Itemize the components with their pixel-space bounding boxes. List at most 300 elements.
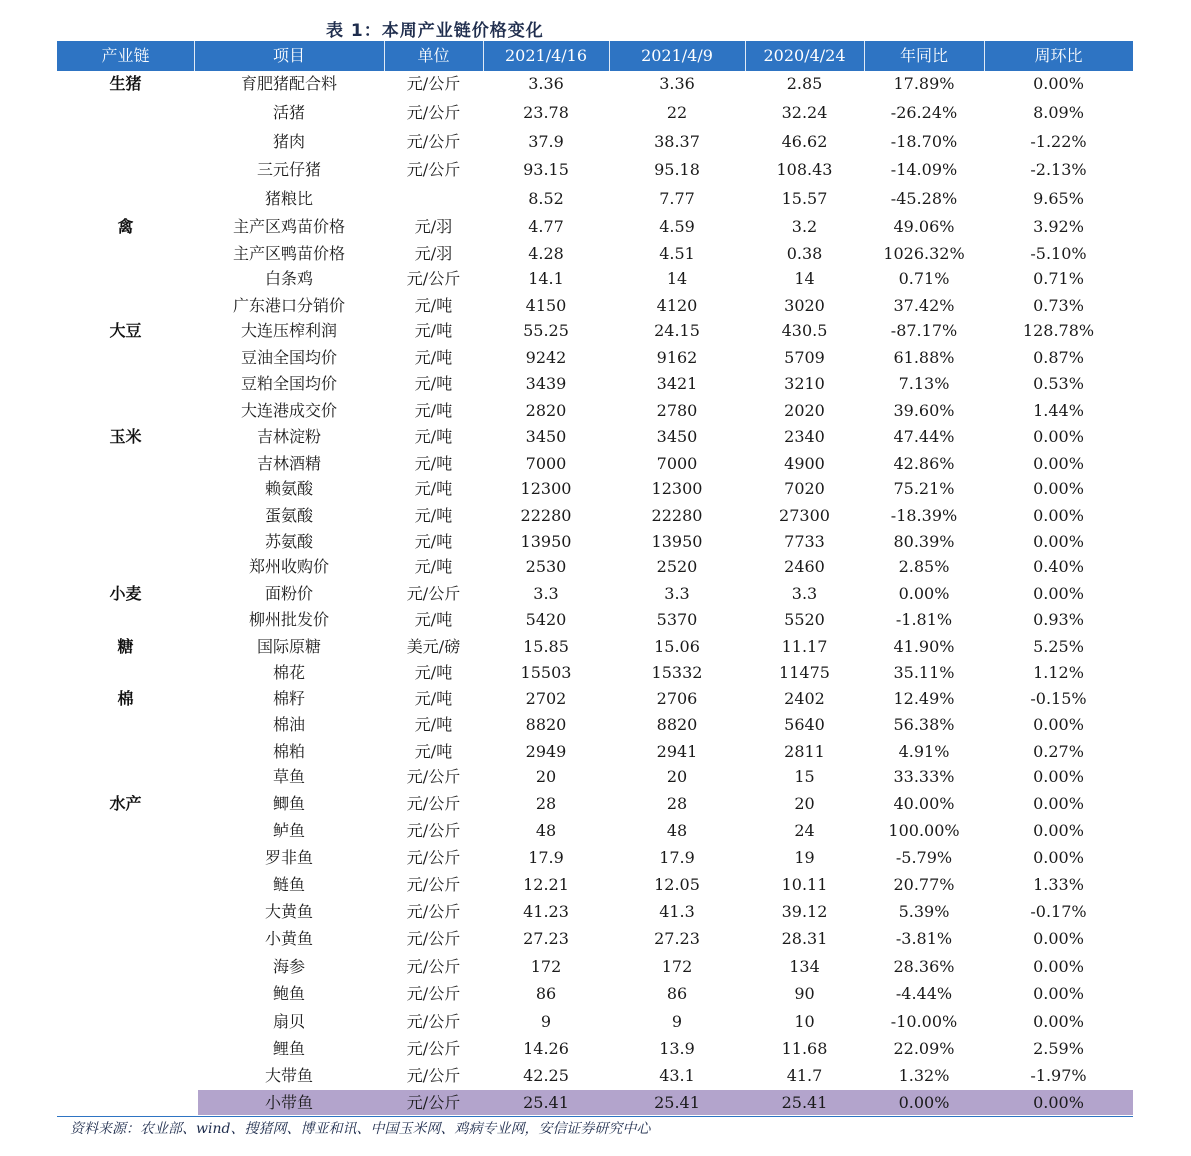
header-separator (483, 41, 484, 71)
cell-yoy-change: 37.42% (893, 296, 955, 315)
cell-yoy-change: 49.06% (893, 217, 955, 236)
cell-unit: 元/公斤 (406, 902, 461, 921)
cell-value-2021-04-09: 4.51 (659, 244, 695, 263)
cell-category (57, 926, 194, 952)
cell-wow-change: 0.93% (1033, 610, 1084, 629)
cell-category: 禽 (117, 217, 134, 236)
cell-wow-change: 0.87% (1033, 348, 1084, 367)
cell-value-2021-04-16: 2530 (525, 557, 567, 576)
cell-item: 吉林酒精 (256, 454, 321, 473)
cell-item: 鲈鱼 (272, 821, 305, 840)
cell-value-2020-04-24: 3020 (784, 296, 825, 315)
header-category: 产业链 (101, 46, 150, 65)
cell-value-2021-04-16: 17.9 (528, 848, 564, 867)
cell-value-2020-04-24: 5520 (784, 610, 825, 629)
cell-wow-change: -0.15% (1030, 689, 1087, 708)
footer-divider (57, 1116, 1133, 1117)
cell-yoy-change: -14.09% (890, 160, 958, 179)
cell-wow-change: 2.59% (1033, 1039, 1084, 1058)
cell-yoy-change: 17.89% (893, 74, 955, 93)
cell-unit: 元/羽 (414, 244, 453, 263)
table-header (57, 41, 1133, 71)
cell-value-2021-04-16: 7000 (525, 454, 567, 473)
cell-wow-change: 0.00% (1033, 821, 1084, 840)
cell-value-2021-04-09: 3450 (656, 427, 698, 446)
cell-category: 大豆 (109, 321, 142, 340)
cell-category (57, 129, 194, 155)
table-row (57, 371, 1133, 397)
cell-yoy-change: 2.85% (898, 557, 950, 576)
table-row (57, 529, 1133, 555)
cell-category: 小麦 (109, 584, 142, 603)
cell-value-2021-04-09: 22280 (651, 506, 703, 525)
cell-category (57, 1090, 194, 1116)
cell-item: 豆粕全国均价 (240, 374, 337, 393)
cell-item: 广东港口分销价 (232, 296, 345, 315)
table-row (57, 686, 1133, 712)
cell-yoy-change: -3.81% (895, 929, 953, 948)
cell-yoy-change: 28.36% (893, 957, 955, 976)
cell-wow-change: 8.09% (1033, 103, 1084, 122)
cell-wow-change: 0.00% (1033, 767, 1084, 786)
cell-value-2021-04-09: 25.41 (654, 1093, 700, 1112)
cell-category (57, 818, 194, 844)
cell-unit: 美元/磅 (406, 637, 461, 656)
cell-unit: 元/公斤 (406, 929, 461, 948)
header-unit: 单位 (417, 46, 450, 65)
cell-value-2020-04-24: 15 (794, 767, 815, 786)
cell-wow-change: 0.71% (1033, 269, 1084, 288)
cell-value-2020-04-24: 2811 (784, 742, 825, 761)
cell-value-2021-04-16: 3450 (525, 427, 567, 446)
cell-wow-change: 0.00% (1033, 1012, 1084, 1031)
cell-value-2021-04-16: 20 (535, 767, 557, 786)
cell-yoy-change: -10.00% (890, 1012, 958, 1031)
cell-wow-change: 0.00% (1033, 479, 1084, 498)
cell-yoy-change: 47.44% (893, 427, 955, 446)
cell-item: 罗非鱼 (264, 848, 313, 867)
cell-value-2021-04-16: 3.3 (533, 584, 559, 603)
cell-wow-change: 9.65% (1033, 189, 1084, 208)
cell-yoy-change: -1.81% (895, 610, 953, 629)
cell-unit: 元/吨 (414, 427, 453, 446)
cell-unit: 元/公斤 (406, 957, 461, 976)
cell-value-2021-04-09: 20 (666, 767, 688, 786)
cell-value-2020-04-24: 5709 (784, 348, 825, 367)
cell-value-2021-04-09: 2706 (656, 689, 698, 708)
cell-item: 面粉价 (264, 584, 313, 603)
cell-item: 白条鸡 (264, 269, 313, 288)
table-row (57, 1063, 1133, 1089)
table-row (57, 712, 1133, 738)
cell-value-2021-04-09: 15332 (651, 663, 703, 682)
cell-item: 猪粮比 (264, 189, 313, 208)
cell-value-2021-04-16: 5420 (525, 610, 567, 629)
cell-value-2021-04-09: 9162 (656, 348, 698, 367)
cell-category (57, 293, 194, 319)
cell-wow-change: -1.22% (1030, 132, 1087, 151)
cell-wow-change: -1.97% (1030, 1066, 1087, 1085)
cell-value-2020-04-24: 3.2 (791, 217, 818, 236)
cell-category (57, 345, 194, 371)
cell-unit: 元/吨 (414, 479, 453, 498)
cell-value-2021-04-09: 43.1 (659, 1066, 695, 1085)
cell-unit: 元/公斤 (406, 875, 461, 894)
cell-yoy-change: 75.21% (893, 479, 955, 498)
table-row (57, 554, 1133, 580)
cell-unit: 元/吨 (414, 715, 453, 734)
cell-wow-change: 0.00% (1033, 584, 1084, 603)
cell-yoy-change: 41.90% (893, 637, 955, 656)
cell-wow-change: 0.00% (1033, 532, 1084, 551)
cell-value-2021-04-16: 15503 (520, 663, 572, 682)
cell-item: 鲢鱼 (272, 875, 305, 894)
cell-unit: 元/公斤 (406, 1066, 461, 1085)
cell-category (57, 451, 194, 477)
cell-value-2021-04-16: 2820 (525, 401, 567, 420)
cell-value-2021-04-16: 41.23 (523, 902, 569, 921)
cell-yoy-change: -18.70% (890, 132, 958, 151)
cell-item: 大连压榨利润 (240, 321, 337, 340)
cell-value-2021-04-09: 8820 (656, 715, 698, 734)
table-row (57, 872, 1133, 898)
cell-value-2021-04-16: 3.36 (528, 74, 564, 93)
cell-value-2021-04-16: 42.25 (523, 1066, 569, 1085)
cell-yoy-change: 33.33% (893, 767, 955, 786)
cell-value-2021-04-09: 95.18 (654, 160, 700, 179)
cell-yoy-change: 0.71% (898, 269, 950, 288)
cell-category: 棉 (117, 689, 134, 708)
cell-value-2020-04-24: 11.68 (781, 1039, 828, 1058)
cell-wow-change: 1.12% (1033, 663, 1084, 682)
cell-wow-change: 0.00% (1033, 427, 1084, 446)
cell-wow-change: 0.00% (1033, 1093, 1084, 1112)
cell-category (57, 660, 194, 686)
header-value-2020-04-24: 2020/4/24 (763, 46, 846, 65)
cell-category (57, 739, 194, 765)
cell-category: 糖 (117, 637, 134, 656)
cell-value-2021-04-09: 17.9 (659, 848, 695, 867)
cell-value-2021-04-09: 12300 (651, 479, 703, 498)
cell-yoy-change: 5.39% (898, 902, 950, 921)
cell-value-2020-04-24: 28.31 (781, 929, 828, 948)
cell-yoy-change: -4.44% (895, 984, 953, 1003)
cell-yoy-change: 35.11% (893, 663, 955, 682)
cell-value-2020-04-24: 15.57 (781, 189, 828, 208)
cell-yoy-change: -26.24% (890, 103, 958, 122)
cell-value-2020-04-24: 11475 (779, 663, 830, 682)
cell-item: 三元仔猪 (256, 160, 321, 179)
cell-category (57, 1036, 194, 1062)
cell-value-2020-04-24: 7020 (784, 479, 825, 498)
table-row (57, 398, 1133, 424)
table-row (57, 926, 1133, 952)
cell-value-2021-04-09: 5370 (656, 610, 698, 629)
table-row (57, 424, 1133, 450)
cell-category (57, 503, 194, 529)
cell-unit: 元/吨 (414, 321, 453, 340)
cell-yoy-change: 39.60% (893, 401, 955, 420)
cell-value-2020-04-24: 2340 (784, 427, 825, 446)
cell-unit: 元/公斤 (406, 767, 461, 786)
cell-unit: 元/公斤 (406, 1012, 461, 1031)
cell-value-2021-04-09: 172 (661, 957, 693, 976)
cell-category (57, 100, 194, 126)
cell-value-2020-04-24: 19 (794, 848, 815, 867)
cell-value-2021-04-16: 27.23 (523, 929, 569, 948)
header-separator (745, 41, 746, 71)
cell-yoy-change: 42.86% (893, 454, 955, 473)
cell-unit: 元/公斤 (406, 132, 461, 151)
cell-value-2021-04-09: 7000 (656, 454, 698, 473)
cell-unit: 元/吨 (414, 296, 453, 315)
cell-wow-change: 0.00% (1033, 984, 1084, 1003)
cell-unit: 元/公斤 (406, 1093, 461, 1112)
cell-value-2021-04-09: 24.15 (654, 321, 700, 340)
cell-yoy-change: 0.00% (898, 1093, 950, 1112)
table-row (57, 214, 1133, 240)
table-row (57, 157, 1133, 183)
header-separator (864, 41, 865, 71)
cell-item: 苏氨酸 (264, 532, 313, 551)
cell-item: 主产区鸡苗价格 (232, 217, 345, 236)
cell-unit (384, 186, 483, 212)
cell-item: 海参 (272, 957, 305, 976)
table-row (57, 954, 1133, 980)
cell-value-2021-04-09: 2520 (656, 557, 698, 576)
header-wow-change: 周环比 (1034, 46, 1083, 65)
cell-yoy-change: 0.00% (898, 584, 950, 603)
cell-wow-change: 0.53% (1033, 374, 1084, 393)
cell-value-2021-04-09: 14 (666, 269, 688, 288)
cell-unit: 元/羽 (414, 217, 453, 236)
cell-value-2020-04-24: 2020 (784, 401, 825, 420)
table-row (57, 186, 1133, 212)
cell-category (57, 1009, 194, 1035)
cell-value-2021-04-09: 48 (666, 821, 688, 840)
cell-unit: 元/吨 (414, 454, 453, 473)
cell-value-2021-04-16: 2949 (525, 742, 567, 761)
header-yoy-change: 年同比 (899, 46, 948, 65)
cell-value-2020-04-24: 24 (794, 821, 815, 840)
table-row (57, 476, 1133, 502)
cell-value-2021-04-16: 22280 (520, 506, 572, 525)
cell-item: 小黄鱼 (264, 929, 313, 948)
cell-unit: 元/吨 (414, 663, 453, 682)
cell-value-2020-04-24: 5640 (784, 715, 825, 734)
cell-value-2021-04-16: 3439 (525, 374, 567, 393)
header-value-2021-04-16: 2021/4/16 (504, 46, 588, 65)
cell-yoy-change: 12.49% (893, 689, 955, 708)
cell-item: 棉花 (272, 663, 305, 682)
cell-category (57, 764, 194, 790)
cell-category: 生猪 (109, 74, 142, 93)
cell-value-2021-04-09: 3.36 (659, 74, 695, 93)
cell-value-2021-04-16: 14.26 (523, 1039, 569, 1058)
table-row (57, 634, 1133, 660)
table-row (57, 981, 1133, 1007)
cell-value-2021-04-16: 15.85 (523, 637, 569, 656)
cell-value-2020-04-24: 3210 (784, 374, 825, 393)
cell-item: 育肥猪配合料 (240, 74, 337, 93)
cell-category (57, 476, 194, 502)
cell-wow-change: 0.00% (1033, 715, 1084, 734)
cell-value-2021-04-16: 23.78 (523, 103, 569, 122)
cell-item: 棉籽 (272, 689, 305, 708)
cell-wow-change: 0.40% (1033, 557, 1084, 576)
cell-value-2020-04-24: 7733 (784, 532, 825, 551)
cell-value-2021-04-09: 4.59 (659, 217, 695, 236)
source-note: 资料来源：农业部、wind、搜猪网、博亚和讯、中国玉米网、鸡病专业网，安信证券研究中心 (70, 1121, 651, 1137)
cell-yoy-change: 40.00% (893, 794, 955, 813)
cell-value-2020-04-24: 39.12 (781, 902, 828, 921)
cell-unit: 元/公斤 (406, 160, 461, 179)
table-row (57, 293, 1133, 319)
cell-unit: 元/吨 (414, 532, 453, 551)
cell-yoy-change: 56.38% (893, 715, 955, 734)
table-row (57, 1009, 1133, 1035)
cell-value-2020-04-24: 108.43 (776, 160, 833, 179)
cell-item: 鲍鱼 (272, 984, 305, 1003)
cell-item: 郑州收购价 (248, 557, 329, 576)
cell-item: 活猪 (272, 103, 305, 122)
cell-category (57, 712, 194, 738)
cell-value-2020-04-24: 32.24 (781, 103, 828, 122)
cell-value-2020-04-24: 2460 (784, 557, 825, 576)
cell-category (57, 872, 194, 898)
table-title: 表 1：本周产业链价格变化 (326, 21, 544, 41)
cell-unit: 元/吨 (414, 610, 453, 629)
cell-unit: 元/吨 (414, 557, 453, 576)
cell-category (57, 954, 194, 980)
cell-category: 玉米 (109, 427, 142, 446)
cell-item: 棉油 (272, 715, 305, 734)
cell-value-2021-04-16: 93.15 (523, 160, 569, 179)
table-row (57, 764, 1133, 790)
table-row (57, 318, 1133, 344)
cell-category (57, 529, 194, 555)
cell-category (57, 607, 194, 633)
cell-item: 柳州批发价 (248, 610, 329, 629)
table-row (57, 129, 1133, 155)
table-row (57, 266, 1133, 292)
cell-category (57, 554, 194, 580)
table-row (57, 345, 1133, 371)
cell-value-2020-04-24: 3.3 (791, 584, 818, 603)
cell-value-2020-04-24: 430.5 (781, 321, 828, 340)
cell-wow-change: -0.17% (1030, 902, 1087, 921)
cell-value-2021-04-16: 14.1 (528, 269, 564, 288)
cell-yoy-change: 1.32% (898, 1066, 950, 1085)
cell-wow-change: -5.10% (1030, 244, 1087, 263)
cell-category (57, 266, 194, 292)
cell-value-2021-04-09: 27.23 (654, 929, 700, 948)
cell-item: 鲫鱼 (272, 794, 305, 813)
cell-unit: 元/公斤 (406, 848, 461, 867)
cell-value-2021-04-16: 48 (535, 821, 557, 840)
cell-value-2021-04-09: 13950 (651, 532, 703, 551)
cell-value-2021-04-16: 55.25 (523, 321, 569, 340)
cell-value-2021-04-09: 9 (671, 1012, 683, 1031)
cell-value-2021-04-09: 86 (666, 984, 688, 1003)
cell-wow-change: 0.73% (1033, 296, 1084, 315)
cell-item: 国际原糖 (256, 637, 321, 656)
table-row (57, 607, 1133, 633)
cell-value-2021-04-09: 2780 (656, 401, 698, 420)
cell-wow-change: 0.27% (1033, 742, 1084, 761)
header-value-2021-04-09: 2021/4/9 (641, 46, 713, 65)
cell-value-2020-04-24: 90 (794, 984, 815, 1003)
cell-wow-change: 0.00% (1033, 506, 1084, 525)
cell-unit: 元/吨 (414, 374, 453, 393)
cell-yoy-change: 1026.32% (883, 244, 965, 263)
table-row (57, 739, 1133, 765)
cell-wow-change: 0.00% (1033, 929, 1084, 948)
cell-value-2021-04-09: 38.37 (654, 132, 700, 151)
cell-item: 豆油全国均价 (240, 348, 337, 367)
cell-category (57, 845, 194, 871)
cell-item: 草鱼 (272, 767, 305, 786)
cell-item: 猪肉 (272, 132, 305, 151)
cell-item: 蛋氨酸 (264, 506, 313, 525)
cell-category (57, 981, 194, 1007)
cell-wow-change: 0.00% (1033, 454, 1084, 473)
cell-wow-change: 0.00% (1033, 848, 1084, 867)
cell-value-2021-04-09: 12.05 (654, 875, 700, 894)
cell-value-2021-04-09: 2941 (656, 742, 698, 761)
cell-unit: 元/吨 (414, 401, 453, 420)
cell-value-2021-04-16: 37.9 (528, 132, 564, 151)
cell-value-2021-04-09: 3421 (656, 374, 698, 393)
cell-unit: 元/公斤 (406, 584, 461, 603)
table-row (57, 100, 1133, 126)
cell-item: 大黄鱼 (264, 902, 313, 921)
cell-wow-change: 128.78% (1022, 321, 1095, 340)
cell-value-2020-04-24: 41.7 (786, 1066, 823, 1085)
cell-value-2021-04-09: 28 (666, 794, 688, 813)
table-row (57, 1036, 1133, 1062)
cell-item: 赖氨酸 (264, 479, 313, 498)
header-separator (194, 41, 195, 71)
cell-value-2021-04-16: 2702 (525, 689, 567, 708)
cell-value-2020-04-24: 25.41 (781, 1093, 828, 1112)
cell-value-2020-04-24: 134 (789, 957, 820, 976)
cell-category (57, 157, 194, 183)
cell-unit: 元/公斤 (406, 984, 461, 1003)
cell-value-2021-04-09: 13.9 (659, 1039, 695, 1058)
table-row (57, 451, 1133, 477)
cell-item: 大连港成交价 (240, 401, 337, 420)
cell-value-2021-04-16: 8.52 (528, 189, 564, 208)
cell-wow-change: 3.92% (1033, 217, 1084, 236)
cell-category (57, 186, 194, 212)
cell-value-2021-04-16: 4.77 (528, 217, 564, 236)
table-row (57, 660, 1133, 686)
cell-value-2020-04-24: 46.62 (781, 132, 828, 151)
cell-value-2021-04-16: 28 (535, 794, 557, 813)
table-row (57, 899, 1133, 925)
cell-unit: 元/公斤 (406, 269, 461, 288)
cell-item: 棉粕 (272, 742, 305, 761)
cell-value-2021-04-16: 12.21 (523, 875, 569, 894)
cell-value-2020-04-24: 2402 (784, 689, 825, 708)
cell-wow-change: 1.33% (1033, 875, 1084, 894)
header-separator (384, 41, 385, 71)
cell-value-2020-04-24: 14 (794, 269, 815, 288)
cell-yoy-change: -5.79% (895, 848, 953, 867)
cell-value-2021-04-16: 8820 (525, 715, 567, 734)
cell-value-2021-04-16: 4.28 (528, 244, 564, 263)
